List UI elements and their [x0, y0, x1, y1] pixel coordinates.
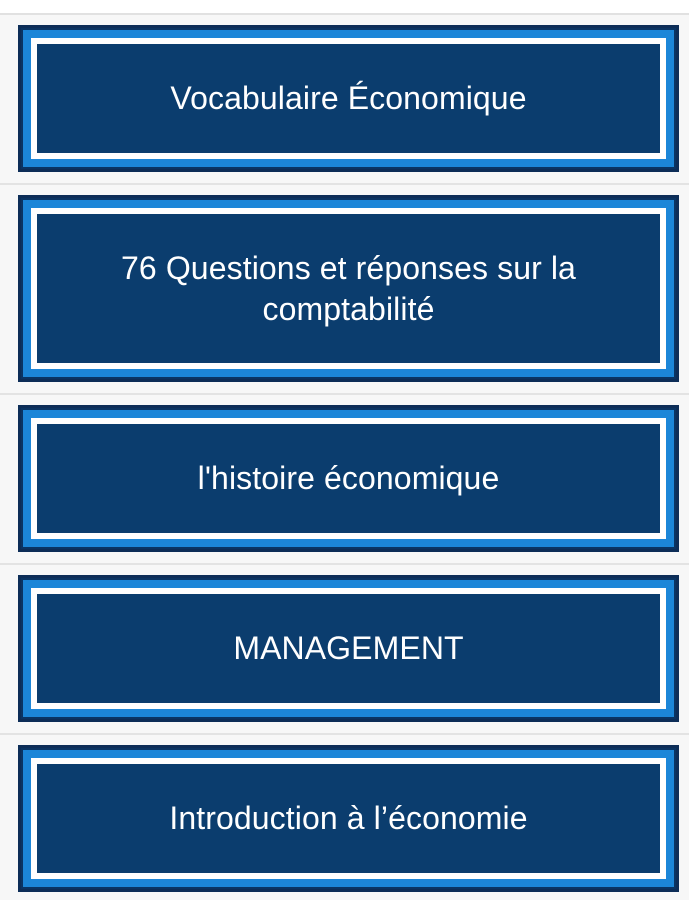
topic-button-label: Vocabulaire Économique [170, 80, 527, 116]
top-strip [0, 0, 689, 15]
topic-button-frame[interactable] [18, 575, 679, 722]
white-border [31, 38, 666, 159]
topic-button-management[interactable] [37, 594, 660, 703]
topic-button-label: 76 Questions et réponses sur la comptabilité [121, 249, 576, 327]
topic-button-frame[interactable] [18, 405, 679, 552]
topic-button-histoire[interactable] [37, 424, 660, 533]
topic-button-label: Introduction à l’économie [169, 800, 528, 836]
white-border [31, 418, 666, 539]
topic-button-label: l'histoire économique [197, 460, 500, 496]
topic-button-comptabilite[interactable] [37, 214, 660, 363]
list-item [0, 735, 689, 900]
blue-border [23, 410, 674, 547]
white-border [31, 588, 666, 709]
topic-button-vocabulaire[interactable] [37, 44, 660, 153]
topic-button-frame[interactable] [18, 25, 679, 172]
topic-button-label: MANAGEMENT [233, 630, 464, 666]
topic-button-frame[interactable] [18, 745, 679, 892]
topic-button-frame[interactable] [18, 195, 679, 382]
topic-list[interactable] [0, 15, 689, 900]
white-border [31, 758, 666, 879]
list-item [0, 185, 689, 395]
list-item [0, 395, 689, 565]
topic-button-introduction[interactable] [37, 764, 660, 873]
blue-border [23, 750, 674, 887]
blue-border [23, 30, 674, 167]
blue-border [23, 200, 674, 377]
white-border [31, 208, 666, 369]
blue-border [23, 580, 674, 717]
list-item [0, 15, 689, 185]
list-item [0, 565, 689, 735]
